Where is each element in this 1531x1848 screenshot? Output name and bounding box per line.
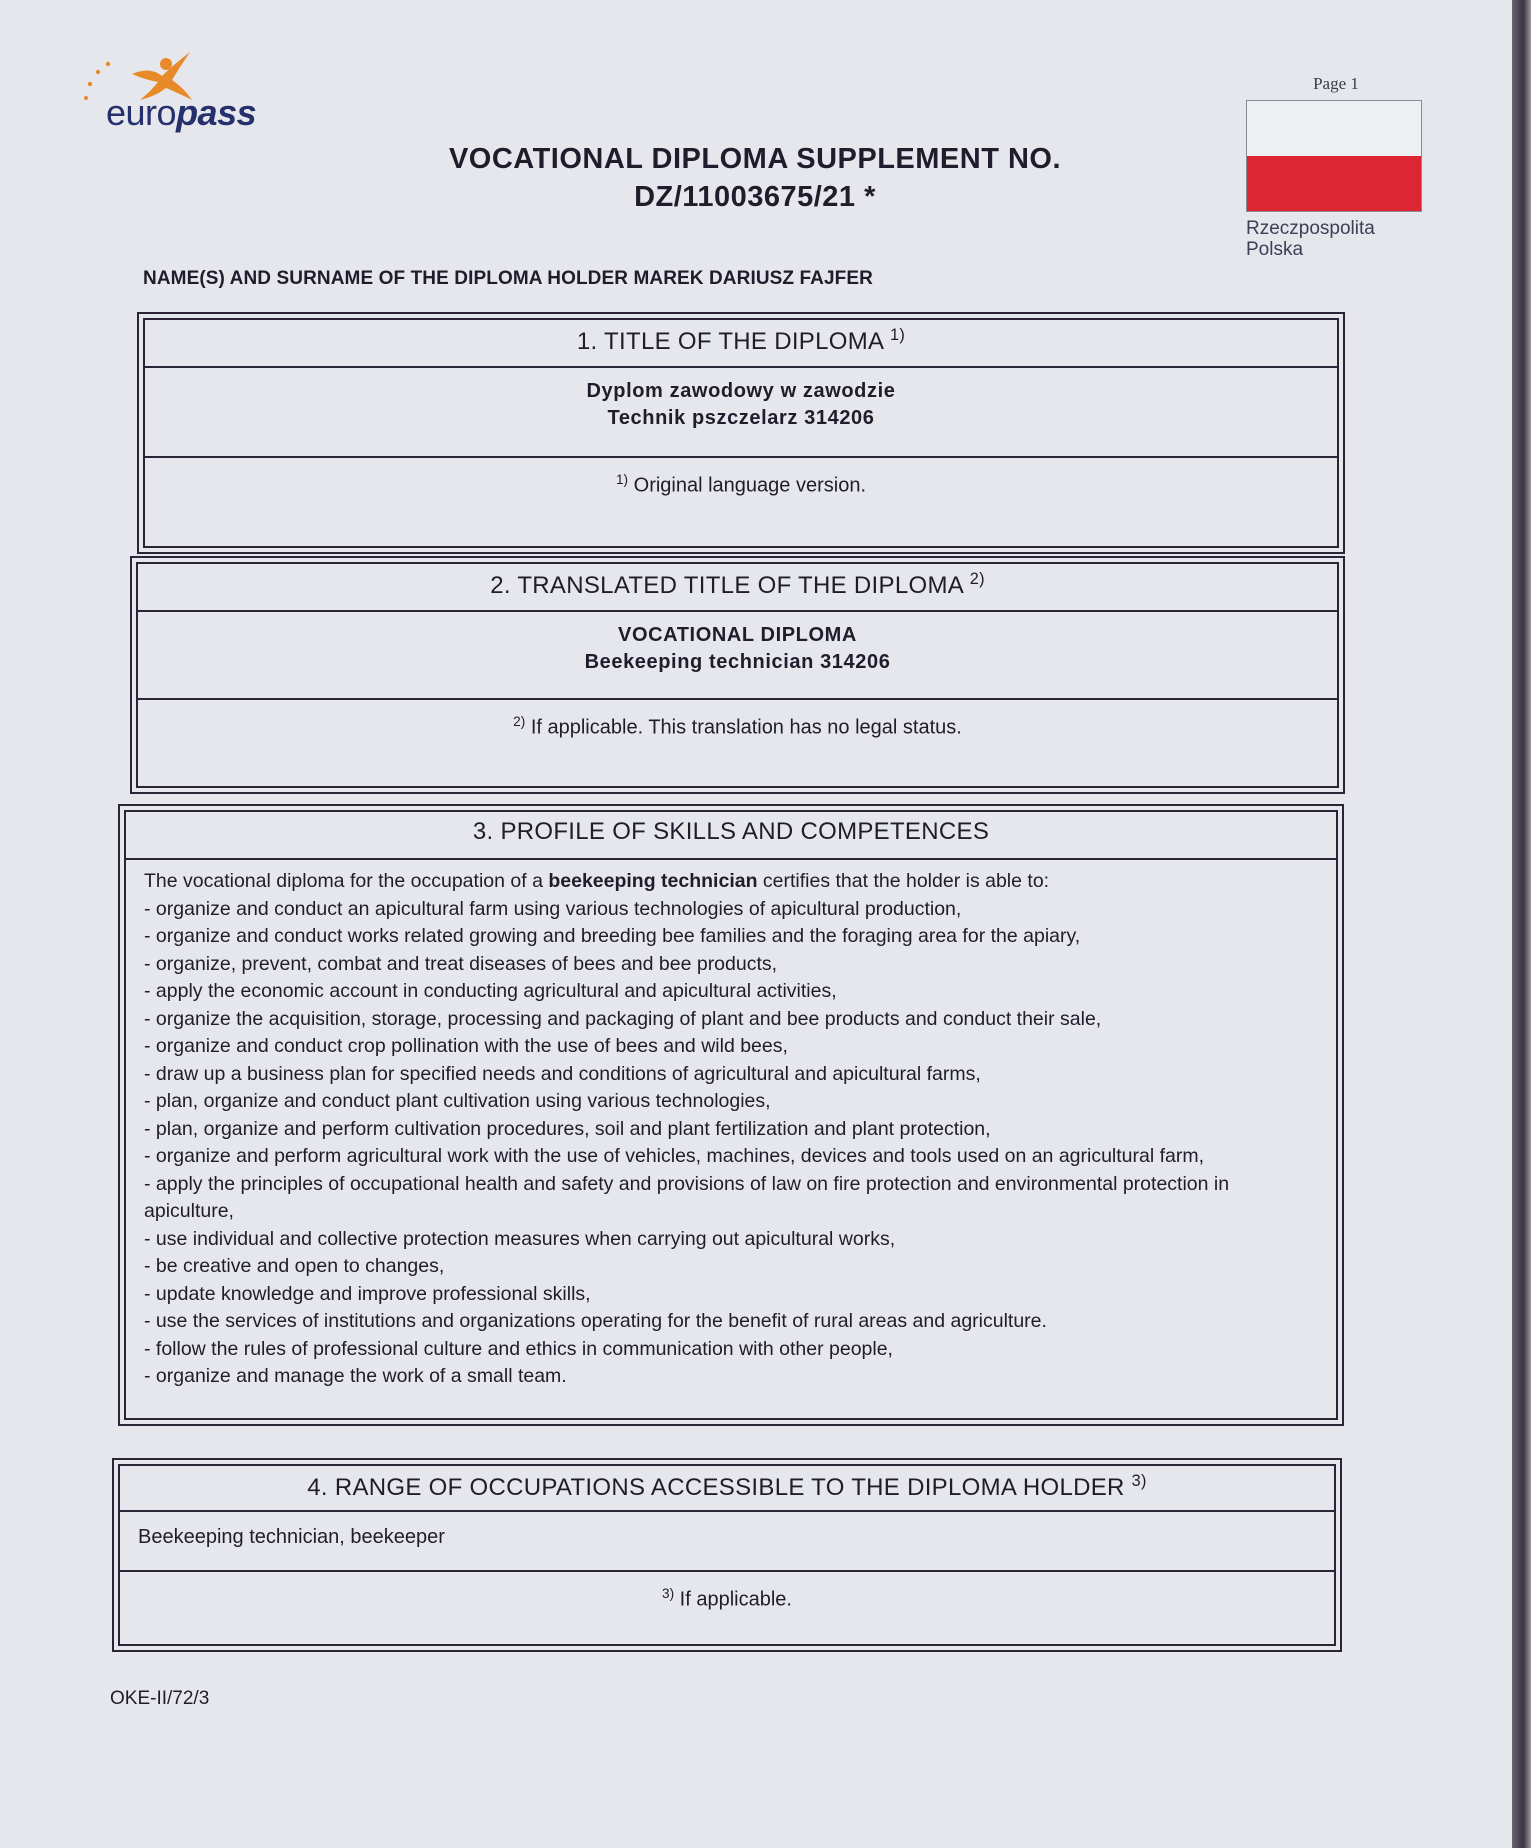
list-item: - apply the principles of occupational health and safety and provisions of law on fire protection and environmental protection in apiculture, — [144, 1172, 1230, 1222]
holder-name: NAME(S) AND SURNAME OF THE DIPLOMA HOLDER MAREK DARIUSZ FAJFER — [143, 268, 873, 289]
europass-wordmark: europass — [106, 92, 257, 133]
diploma-title-translated: VOCATIONAL DIPLOMA Beekeeping technician 314206 — [138, 612, 1337, 700]
list-item: - organize and manage the work of a small team. — [144, 1365, 567, 1387]
list-item: - update knowledge and improve professional skills, — [144, 1282, 591, 1305]
occupations-value: Beekeeping technician, beekeeper — [120, 1512, 1334, 1572]
list-item: - organize and conduct crop pollination with the use of bees and wild bees, — [144, 1035, 788, 1057]
footnote: $^{1)}$ Original language version. — [615, 472, 867, 497]
footnote: $^{2)}$ If applicable. This translation has no legal status. — [513, 714, 962, 739]
document-title — [380, 140, 1130, 216]
footnote: $^{3)}$ If applicable. — [662, 1586, 792, 1611]
section-occupations — [112, 1458, 1342, 1652]
title-line-1: VOCATIONAL DIPLOMA SUPPLEMENT NO. — [448, 143, 1062, 175]
list-item: - organize the acquisition, storage, processing and packaging of plant and bee products and conduct their sale, — [144, 1007, 1102, 1030]
section-title-of-diploma — [137, 312, 1345, 554]
list-item: - organize and conduct works related growing and breeding bee families and the foraging area for the apiary, — [144, 925, 1081, 947]
europass-logo — [80, 44, 280, 144]
list-item: - follow the rules of professional culture and ethics in communication with other people, — [144, 1337, 893, 1360]
list-item: - plan, organize and conduct plant cultivation using various technologies, — [144, 1090, 771, 1112]
poland-flag-icon — [1246, 100, 1422, 212]
section-heading: 3. PROFILE OF SKILLS AND COMPETENCES — [126, 812, 1336, 860]
section-skills-profile — [118, 804, 1344, 1426]
list-item: - organize and conduct an apicultural farm using various technologies of apicultural production, — [144, 897, 962, 920]
supplement-number: DZ/11003675/21 * — [634, 181, 876, 213]
section-heading: 1. TITLE OF THE DIPLOMA $^{1)}$ — [145, 320, 1337, 368]
list-item: - be creative and open to changes, — [144, 1255, 445, 1277]
country-name: Rzeczpospolita Polska — [1246, 218, 1375, 260]
skills-intro: The vocational diploma for the occupation of a beekeeping technician certifies that the holder is able to: — [144, 870, 1050, 892]
skills-list — [126, 860, 1336, 1401]
list-item: - organize and perform agricultural work with the use of vehicles, machines, devices and tools used on an agricultural farm, — [144, 1145, 1205, 1167]
country-flag-block — [1246, 74, 1426, 260]
list-item: - draw up a business plan for specified needs and conditions of agricultural and apicultural farms, — [144, 1062, 981, 1085]
page-edge — [1512, 0, 1531, 1848]
diploma-title-original: Dyplom zawodowy w zawodzie Technik pszczelarz 314206 — [145, 368, 1337, 458]
section-heading: 2. TRANSLATED TITLE OF THE DIPLOMA $^{2)}$ — [138, 564, 1337, 612]
list-item: - apply the economic account in conducting agricultural and apicultural activities, — [144, 980, 837, 1002]
section-heading: 4. RANGE OF OCCUPATIONS ACCESSIBLE TO THE DIPLOMA HOLDER $^{3)}$ — [120, 1466, 1334, 1512]
list-item: - organize, prevent, combat and treat diseases of bees and bee products, — [144, 952, 778, 975]
list-item: - plan, organize and perform cultivation procedures, soil and plant fertilization and plant protection, — [144, 1117, 991, 1140]
form-code: OKE-II/72/3 — [110, 1688, 210, 1709]
list-item: - use individual and collective protection measures when carrying out apicultural works, — [144, 1227, 896, 1250]
section-translated-title — [130, 556, 1345, 794]
page-label: Page 1 — [1313, 74, 1359, 93]
list-item: - use the services of institutions and organizations operating for the benefit of rural areas and agriculture. — [144, 1310, 1047, 1332]
